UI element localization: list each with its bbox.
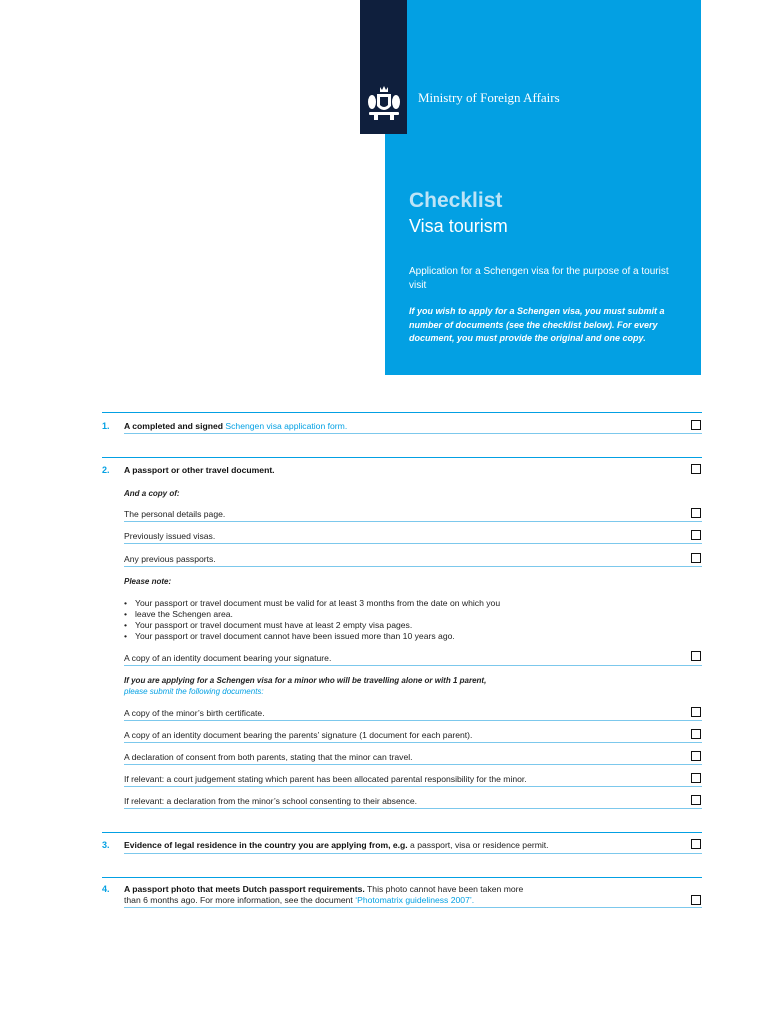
row-divider [124,665,702,666]
intro-text: Application for a Schengen visa for the purpose of a tourist visit [409,266,669,291]
checkbox[interactable] [691,751,701,761]
row-divider [124,742,702,743]
row-divider [124,764,702,765]
note-list [124,598,500,642]
checkbox[interactable] [691,895,701,905]
section-divider [102,877,702,878]
item-number: 2. [102,465,110,475]
checkbox[interactable] [691,651,701,661]
item-text: Evidence of legal residence in the country you are applying from, e.g. a passport, visa or residence permit. [124,840,549,850]
minor-heading: If you are applying for a Schengen visa for a minor who will be travelling alone or with 1 parent, [124,676,487,685]
row-divider [124,543,702,544]
checkbox[interactable] [691,773,701,783]
note-bullet-continued: • leave the Schengen area. [124,609,500,620]
list-item: The personal details page. [124,509,226,519]
checkbox[interactable] [691,839,701,849]
row-divider [124,521,702,522]
list-item: A declaration of consent from both parents, stating that the minor can travel. [124,752,413,762]
list-item: A copy of the minor’s birth certificate. [124,708,265,718]
checkbox[interactable] [691,707,701,717]
section-divider [102,457,702,458]
note-bullet: • Your passport or travel document must have at least 2 empty visa pages. [124,620,500,631]
item-text: A passport photo that meets Dutch passport requirements. This photo cannot have been taken more [124,884,524,894]
checkbox[interactable] [691,420,701,430]
note-bullet: • Your passport or travel document cannot have been issued more than 10 years ago. [124,631,500,642]
row-divider [124,433,702,434]
row-divider [124,566,702,567]
row-divider [124,907,702,908]
list-item: Any previous passports. [124,554,216,564]
item-number: 1. [102,421,110,431]
ministry-name: Ministry of Foreign Affairs [418,90,560,105]
item-text: A passport or other travel document. [124,465,275,475]
item-number: 3. [102,840,110,850]
list-item: A copy of an identity document bearing your signature. [124,653,332,663]
page-subtitle: Visa tourism [409,216,508,236]
row-divider [124,786,702,787]
intro-instructions: If you wish to apply for a Schengen visa, you must submit a number of documents (see the checklist below). For every document, you must provide the original and one copy. [409,306,665,344]
checkbox[interactable] [691,553,701,563]
list-item: A copy of an identity document bearing the parents’ signature (1 document for each parent). [124,730,473,740]
note-label: Please note: [124,577,172,586]
checkbox[interactable] [691,530,701,540]
list-item: If relevant: a court judgement stating which parent has been allocated parental responsibility for the minor. [124,774,527,784]
header-banner [407,0,701,134]
checkbox[interactable] [691,464,701,474]
section-divider [102,832,702,833]
item-text-continued: than 6 months ago. For more information, see the document ‘Photomatrix guideliness 2007’. [124,895,475,905]
row-divider [124,853,702,854]
page-title: Checklist [409,189,503,212]
logo-block [360,0,407,134]
checkbox[interactable] [691,508,701,518]
copy-label: And a copy of: [124,489,180,498]
list-item: Previously issued visas. [124,531,216,541]
item-text: A completed and signed Schengen visa application form. [124,421,348,431]
checkbox[interactable] [691,729,701,739]
list-item: If relevant: a declaration from the minor’s school consenting to their absence. [124,796,417,806]
coat-of-arms-icon [364,84,404,124]
note-bullet: • Your passport or travel document must be valid for at least 3 months from the date on which you [124,598,500,609]
section-divider [102,412,702,413]
checkbox[interactable] [691,795,701,805]
row-divider [124,808,702,809]
item-number: 4. [102,884,110,894]
row-divider [124,720,702,721]
photomatrix-link[interactable]: ‘Photomatrix guideliness 2007’. [355,895,475,905]
application-form-link[interactable]: Schengen visa application form. [225,421,348,431]
minor-subheading: please submit the following documents: [124,687,264,696]
